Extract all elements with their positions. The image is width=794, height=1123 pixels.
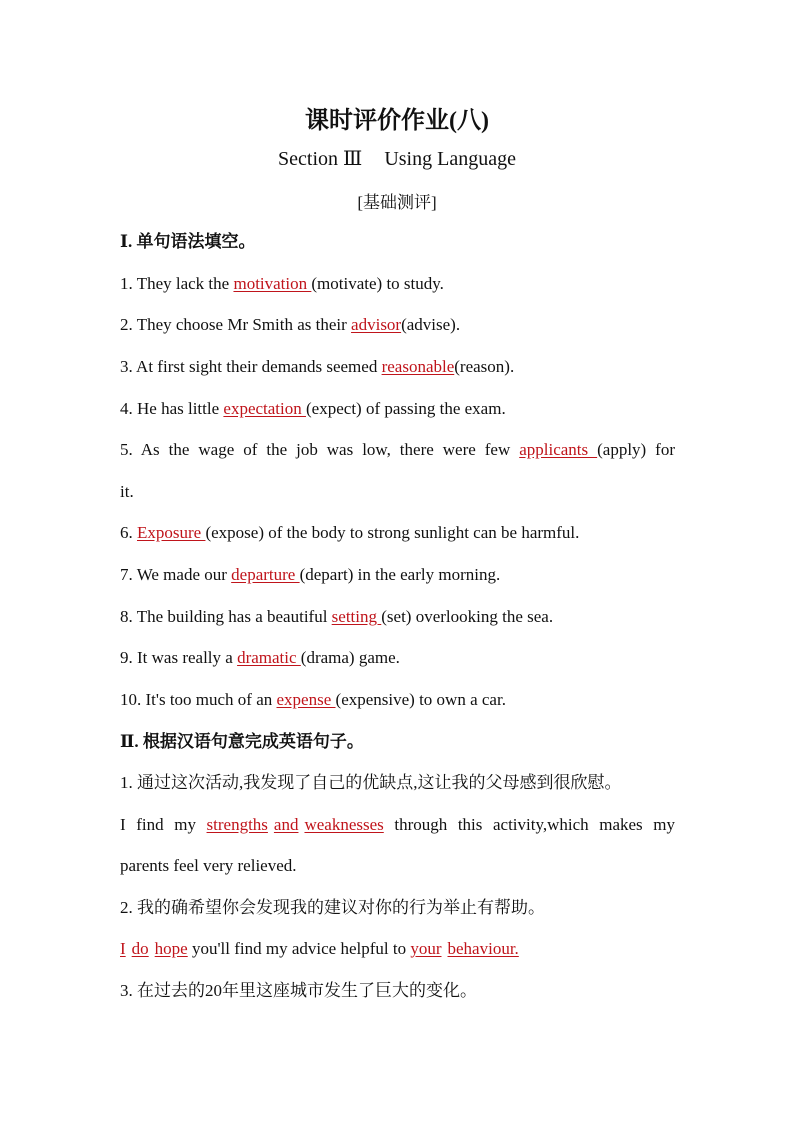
exercise-item-5-continued: it. [120, 482, 134, 501]
answer: I [120, 939, 126, 958]
item-text: 2. They choose Mr Smith as their [120, 315, 352, 334]
answer: weaknesses [304, 815, 384, 834]
item-text: 6. [120, 523, 137, 542]
item-hint: (motivate) to study. [311, 274, 444, 293]
section-name: Using Language [384, 148, 516, 170]
answer: and [273, 815, 299, 834]
item-hint: (drama) game. [300, 648, 400, 667]
answer: do [131, 939, 149, 958]
answer: strengths [206, 815, 268, 834]
exercise-item-9 [120, 646, 675, 670]
sentence-text: you'll find my advice helpful to [187, 939, 411, 958]
translation-answer-2 [120, 937, 675, 961]
sentence-text: I find my [120, 815, 207, 834]
item-text: 7. We made our [120, 565, 232, 584]
item-hint: (expose) of the body to strong sunlight can be harmful. [205, 523, 580, 542]
answer: motivation [233, 274, 312, 293]
section-subtitle [0, 146, 794, 171]
translation-prompt-2: 2. 我的确希望你会发现我的建议对你的行为举止有帮助。 [120, 898, 545, 917]
answer: Exposure [137, 523, 206, 542]
translation-answer-1 [120, 813, 675, 837]
answer: advisor [351, 315, 402, 334]
exercise-item-3 [120, 355, 675, 379]
translation-prompt-1: 1. 通过这次活动,我发现了自己的优缺点,这让我的父母感到很欣慰。 [120, 773, 622, 792]
exercise-item-7 [120, 563, 675, 587]
answer: your [410, 939, 442, 958]
sentence-text: through this activity,which makes my [383, 815, 675, 834]
part1-heading: Ⅰ. 单句语法填空。 [120, 232, 256, 251]
item-hint: (advise). [401, 315, 461, 334]
exercise-item-2 [120, 313, 675, 337]
item-text: 8. The building has a beautiful [120, 607, 332, 626]
answer: expectation [223, 399, 307, 418]
item-hint: (apply) for [597, 440, 676, 459]
exercise-item-10 [120, 688, 675, 712]
item-hint: (reason). [454, 357, 515, 376]
answer: applicants [519, 440, 598, 459]
part2-heading: Ⅱ. 根据汉语句意完成英语句子。 [120, 732, 364, 751]
exercise-item-5 [120, 438, 675, 462]
item-text: 5. As the wage of the job was low, there were few [120, 440, 520, 459]
item-hint: (expect) of passing the exam. [306, 399, 506, 418]
item-hint: (depart) in the early morning. [299, 565, 501, 584]
item-hint: (set) overlooking the sea. [381, 607, 554, 626]
translation-answer-1-continued: parents feel very relieved. [120, 856, 297, 875]
answer: expense [276, 690, 336, 709]
level-label: [基础测评] [357, 193, 437, 212]
item-text: 10. It's too much of an [120, 690, 277, 709]
page-title: 课时评价作业(八) [305, 108, 489, 134]
translation-prompt-3: 3. 在过去的20年里这座城市发生了巨大的变化。 [120, 981, 477, 1000]
answer: behaviour. [447, 939, 519, 958]
exercise-item-1 [120, 272, 675, 296]
item-text: 4. He has little [120, 399, 224, 418]
exercise-item-4 [120, 397, 675, 421]
item-text: 1. They lack the [120, 274, 234, 293]
answer: reasonable [381, 357, 455, 376]
exercise-item-8 [120, 605, 675, 629]
item-hint: (expensive) to own a car. [335, 690, 506, 709]
answer: departure [231, 565, 300, 584]
item-text: 9. It was really a [120, 648, 238, 667]
item-text: 3. At first sight their demands seemed [120, 357, 382, 376]
exercise-item-6 [120, 521, 675, 545]
answer: setting [331, 607, 382, 626]
section-number: Section Ⅲ [278, 148, 363, 170]
answer: dramatic [237, 648, 301, 667]
answer: hope [154, 939, 188, 958]
